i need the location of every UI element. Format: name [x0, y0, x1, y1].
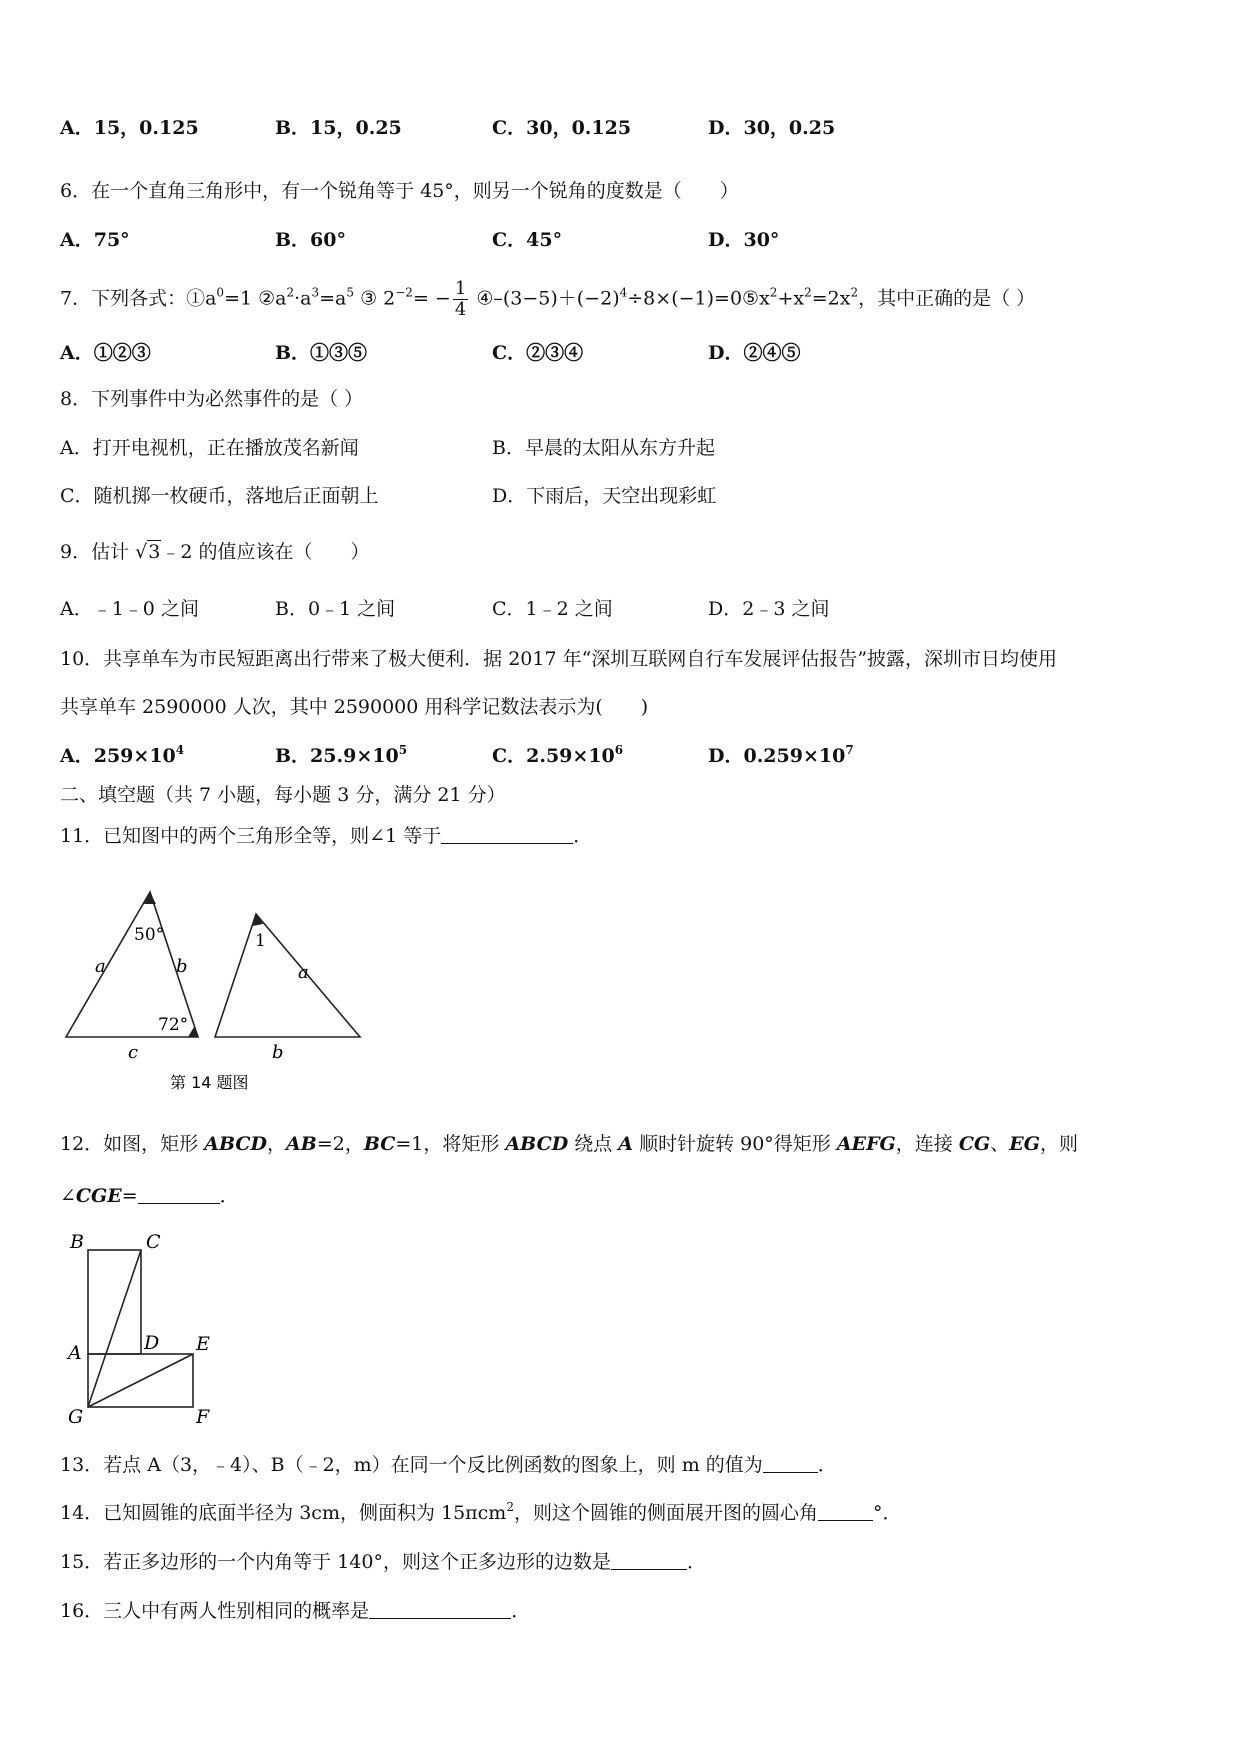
q13-stem: 13．若点 A（3，﹣4）、B（﹣2，m）在同一个反比例函数的图象上，则 m 的值为 ． [60, 1454, 837, 1476]
point-label-b: B [70, 1231, 84, 1253]
q11-stem: 11．已知图中的两个三角形全等，则∠1 等于 ． [60, 825, 593, 847]
answer-blank[interactable] [818, 1500, 873, 1521]
q10-option-c: C．$2.59\times 10^6$ [492, 743, 624, 767]
q11-triangles-figure [60, 880, 380, 1100]
q6-option-b: B．60° [275, 229, 346, 251]
point-label-c: C [146, 1231, 161, 1253]
side-label-a-right: a [298, 962, 309, 983]
q7-option-c: C．②③④ [492, 342, 584, 364]
q15-stem: 15．若正多边形的一个内角等于 140°，则这个正多边形的边数是 ． [60, 1551, 706, 1573]
rectangle-abcd [88, 1250, 141, 1354]
q9-option-b: B．0﹣1 之间 [275, 598, 396, 620]
q14-stem: 14．已知圆锥的底面半径为 3cm，侧面积为 15πcm$^2$，则这个圆锥的侧面展开图的圆心角 °． [60, 1500, 902, 1524]
q10-option-a: A．$259\times 10^4$ [60, 743, 185, 767]
q8-option-c: C．随机掷一枚硬币，落地后正面朝上 [60, 485, 379, 507]
point-label-f: F [196, 1406, 210, 1428]
right-triangle [215, 914, 360, 1037]
answer-blank[interactable] [763, 1452, 818, 1473]
q7-option-d: D．②④⑤ [708, 342, 801, 364]
q8-option-b: B．早晨的太阳从东方升起 [492, 437, 715, 459]
angle-label-72: 72° [158, 1015, 189, 1035]
q5-option-b: B．15，0.25 [275, 117, 402, 139]
angle-label-50: 50° [134, 925, 165, 945]
answer-blank[interactable] [441, 823, 573, 844]
figure-caption: 第 14 题图 [170, 1073, 249, 1092]
section-heading: 二、填空题（共 7 小题，每小题 3 分，满分 21 分） [60, 784, 506, 806]
q10-stem-line1: 10．共享单车为市民短距离出行带来了极大便利．据 2017 年“深圳互联网自行车发展评估报告”披露，深圳市日均使用 [60, 648, 1058, 670]
q9-option-d: D．2﹣3 之间 [708, 598, 830, 620]
answer-blank[interactable] [138, 1183, 220, 1204]
q5-option-d: D．30，0.25 [708, 117, 836, 139]
q7-option-b: B．①③⑤ [275, 342, 368, 364]
q6-option-c: C．45° [492, 229, 563, 251]
q9-stem: 9．估计 √3﹣2 的值应该在（ ） [60, 541, 370, 563]
q10-option-b: B．$25.9\times 10^5$ [275, 743, 408, 767]
point-label-d: D [144, 1332, 160, 1354]
point-label-g: G [68, 1406, 84, 1428]
q12-stem-line2: ∠CGE= ． [60, 1185, 239, 1207]
answer-blank[interactable] [369, 1598, 511, 1619]
q9-option-a: A．﹣1﹣0 之间 [60, 598, 199, 620]
q12-rectangles-figure [60, 1228, 240, 1428]
point-label-e: E [196, 1333, 210, 1355]
side-label-a: a [95, 956, 106, 977]
sqrt-symbol: √ [135, 541, 148, 563]
answer-blank[interactable] [611, 1549, 687, 1570]
q10-option-d: D．$0.259\times 10^7$ [708, 743, 854, 767]
q7-stem: 7．下列各式：$①a^0=1$ $②a^2\cdot a^3=a^5$ ③ $2^{-2}=$ − $\frac{1}{4}$ $④-(3-5)+(-2)^4\div 8\times(-1)=0⑤x^2+x^2=2x^2$，其中正确的是（ ） [60, 278, 1036, 320]
q5-option-c: C．30，0.125 [492, 117, 632, 139]
q7-option-a: A．①②③ [60, 342, 151, 364]
side-label-c: c [128, 1042, 139, 1063]
q16-stem: 16．三人中有两人性别相同的概率是 ． [60, 1600, 531, 1622]
side-label-b-right: b [272, 1042, 284, 1063]
q12-stem-line1: 12．如图，矩形 ABCD，AB=2，BC=1，将矩形 ABCD 绕点 A 顺时针旋转 90°得矩形 AEFG，连接 CG、EG，则 [60, 1133, 1078, 1155]
q6-stem: 6．在一个直角三角形中，有一个锐角等于 45°，则另一个锐角的度数是（ ） [60, 180, 739, 202]
q8-option-d: D．下雨后，天空出现彩虹 [492, 485, 717, 507]
angle-label-1: 1 [255, 931, 266, 951]
q8-stem: 8．下列事件中为必然事件的是（ ） [60, 388, 364, 410]
q7-fraction: $\frac{1}{4}$ [454, 278, 467, 320]
q6-option-d: D．30° [708, 229, 780, 251]
side-label-b: b [176, 956, 188, 977]
q8-option-a: A．打开电视机，正在播放茂名新闻 [60, 437, 359, 459]
q9-option-c: C．1﹣2 之间 [492, 598, 613, 620]
q6-option-a: A．75° [60, 229, 130, 251]
point-label-a: A [68, 1342, 82, 1364]
q5-option-a: A．15，0.125 [60, 117, 199, 139]
q10-stem-line2: 共享单车 2590000 人次，其中 2590000 用科学记数法表示为( ) [60, 696, 649, 718]
